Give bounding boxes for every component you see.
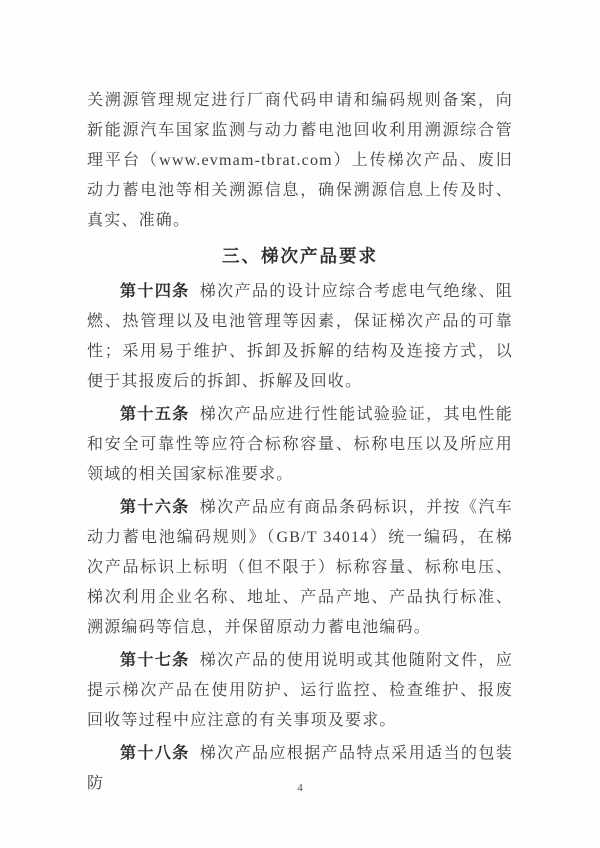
article-paragraph xyxy=(87,493,513,643)
intro-paragraph xyxy=(87,86,513,236)
article-label: 第十五条 xyxy=(120,406,190,423)
article-text: 梯次产品应进行性能试验验证，其电性能和安全可靠性等应符合标称容量、标称电压以及所应用领域的相关国家标准要求。 xyxy=(87,406,513,483)
article-label: 第十四条 xyxy=(120,283,190,300)
article-label: 第十八条 xyxy=(120,745,190,762)
article-label: 第十七条 xyxy=(120,652,190,669)
article-text: 梯次产品的使用说明或其他随附文件，应提示梯次产品在使用防护、运行监控、检查维护、报废回收等过程中应注意的有关事项及要求。 xyxy=(87,652,513,729)
article-text: 梯次产品的设计应综合考虑电气绝缘、阻燃、热管理以及电池管理等因素，保证梯次产品的可靠性；采用易于维护、拆卸及拆解的结构及连接方式，以便于其报废后的拆卸、拆解及回收。 xyxy=(87,283,513,390)
intro-paragraph-text: 关溯源管理规定进行厂商代码申请和编码规则备案，向新能源汽车国家监测与动力蓄电池回收利用溯源综合管理平台（www.evmam-tbrat.com）上传梯次产品、废旧动力蓄电池等相关溯源信息，确保溯源信息上传及时、真实、准确。 xyxy=(87,92,513,229)
section-heading: 三、梯次产品要求 xyxy=(222,246,378,266)
article-text: 梯次产品应根据产品特点采用适当的包装防 xyxy=(87,745,513,792)
page-content xyxy=(87,0,513,802)
article-paragraph xyxy=(87,277,513,397)
article-paragraph xyxy=(87,646,513,736)
article-paragraph xyxy=(87,400,513,490)
article-text: 梯次产品应有商品条码标识，并按《汽车动力蓄电池编码规则》（GB/T 34014）统一编码，在梯次产品标识上标明（但不限于）标称容量、标称电压、梯次利用企业名称、地址、产品产地、产品执行标准、溯源编码等信息，并保留原动力蓄电池编码。 xyxy=(87,499,513,636)
article-label: 第十六条 xyxy=(120,499,190,516)
page-number: 4 xyxy=(297,782,303,794)
